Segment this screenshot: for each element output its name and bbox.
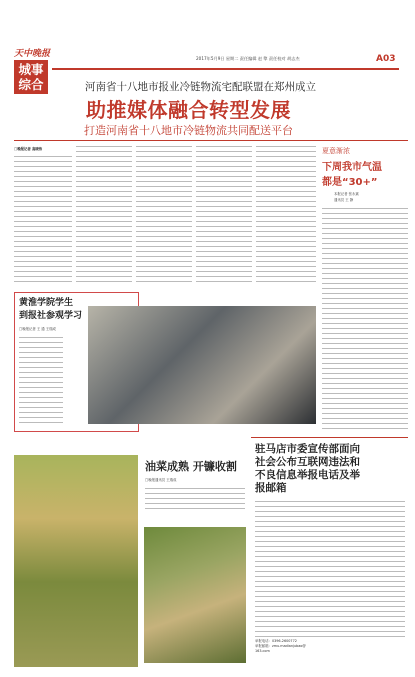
section-tag-line1: 城事 (18, 62, 44, 77)
lead-rule (14, 140, 408, 141)
rape-body (145, 488, 245, 510)
notice-title-line1: 驻马店市委宣传部面向 (255, 443, 360, 455)
lead-byline: □晚报记者 高晓伟 (14, 147, 43, 151)
notice-email-line2: 163.com (255, 649, 270, 653)
weather-byline-correspondent: 通讯员 王 静 (334, 198, 354, 202)
notice-box (255, 443, 405, 654)
weather-story (322, 146, 408, 431)
college-photo (88, 306, 316, 424)
weather-byline-reporter: 本报记者 张永斌 (334, 192, 359, 196)
lead-body-col5 (256, 146, 316, 286)
lead-body-col3 (136, 146, 192, 286)
notice-body (255, 501, 405, 637)
rape-title: 油菜成熟 开镰收割 (145, 460, 237, 473)
notice-title-line4: 报邮箱 (255, 482, 287, 494)
notice-title-line3: 不良信息举报电话及举 (255, 469, 360, 481)
masthead-logo: 天中晚报 (14, 49, 51, 59)
college-byline: □晚报记者 王 通 王瑞成 (19, 327, 56, 331)
lead-body-col1 (14, 156, 72, 286)
lead-body-col4 (196, 146, 252, 286)
lead-body-col2 (76, 146, 132, 286)
weather-title-line2: 都是“30+” (322, 177, 378, 188)
notice-email-line1: 举报邮箱：zmu.madianjubao@ (255, 644, 306, 648)
college-title-line2: 到报社参观学习 (19, 311, 83, 321)
rape-byline: □晚报通讯员 王瑞成 (145, 478, 177, 482)
field-photo-vertical (14, 455, 138, 667)
notice-title-line2: 社会公布互联网违法和 (255, 456, 360, 468)
weather-kicker: 夏意渐浓 (322, 147, 350, 155)
dateline: 2017年5月9日 星期二 责任编辑 赵 擎 责任校对 胡志杰 (196, 56, 300, 61)
lead-kicker: 河南省十八地市报业冷链物流宅配联盟在郑州成立 (85, 81, 316, 93)
lead-headline: 助推媒体融合转型发展 (86, 98, 291, 122)
page-number: A03 (376, 54, 396, 64)
weather-body (322, 208, 408, 430)
notice-phone: 举报电话：0396-2600772 (255, 639, 297, 643)
weather-title-line1: 下周我市气温 (322, 162, 382, 173)
college-body (19, 337, 63, 425)
lead-subheadline: 打造河南省十八地市冷链物流共同配送平台 (84, 124, 293, 137)
college-title-line1: 黄淮学院学生 (19, 298, 74, 308)
header-rule (52, 68, 399, 70)
notice-rule (251, 437, 408, 438)
section-tag (14, 60, 48, 94)
harvest-photo (144, 527, 246, 663)
section-tag-line2: 综合 (18, 77, 44, 92)
